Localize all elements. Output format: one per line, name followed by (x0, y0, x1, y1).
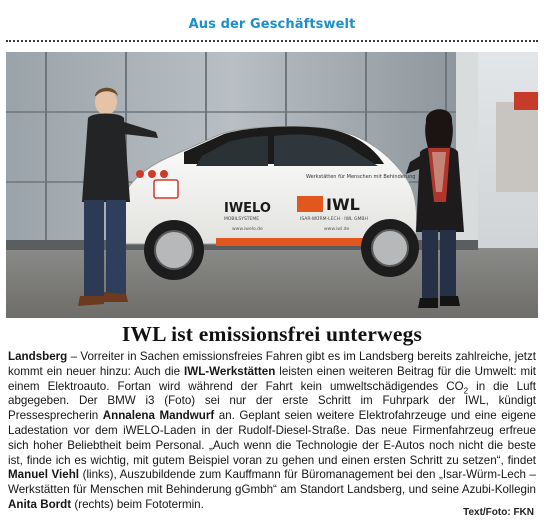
dateline: Landsberg (8, 350, 68, 363)
car-logo-iwl-sub: ISAR-WÜRM-LECH · IWL GMBH (300, 217, 368, 222)
person-name-spokesperson: Annalena Mandwurf (102, 409, 215, 423)
article-photo (6, 52, 538, 318)
section-label: Aus der Geschäftswelt (188, 17, 356, 32)
distant-sign (514, 92, 538, 110)
car-logo-iwl: IWL (326, 195, 360, 214)
car-window-text: Werkstätten für Menschen mit Behinderung (306, 174, 416, 180)
article-headline: IWL ist emissionsfrei unterwegs (121, 322, 423, 346)
car-logo-iwelo-sub: MOBILSYSTEME (224, 217, 260, 222)
org-name: IWL-Werkstätten (184, 364, 276, 378)
car-accent-stripe (216, 238, 386, 246)
article-body: Landsberg – Vorreiter in Sachen emissionsfreies Fahren gibt es im Landsberg bereits zahlreiche, jetzt kommt ein neuer hinzu: Auch die IWL-Werkstätten leisten einen weiteren Beitrag für die Umwelt: mit einem Elektroauto. Fortan wird während der Fahrt kein umweltschädigendes $CO_2$ in die Luft abgegeben. Der BMW i3 (Foto) sei nur der erste Schritt im Fuhrpark der IWL, kündigt Pressesprecherin Annalena Mandwurf an. Geplant seien weitere Elektrofahrzeuge und eine eigene Ladestation vor dem iWELO-Laden in der Rudolf-Diesel-Straße. Das neue Firmenfahrzeug erfreue sich hoher Beliebtheit beim Personal. „Auch wenn die Technologie der E-Autos noch nicht die beste ist, finde ich es wichtig, mit gutem Beispiel voran zu gehen und einen ersten Schritt zu setzen“, findet Manuel Viehl (links), Auszubildende zum Kauffmann für Büromanagement bei den „Isar-Würm-Lech – Werkstätten für Menschen mit Behinderung gGmbh“ am Standort Landsberg, und seine Azubi-Kollegin Anita Bordt (rechts) beim Fototermin. (8, 350, 537, 511)
person-name-left: Manuel Viehl (8, 468, 80, 482)
dotted-divider (6, 40, 538, 42)
person-name-right: Anita Bordt (8, 497, 72, 511)
car-url-left: www.iwelo.de (232, 227, 263, 232)
car-url-right: www.iwl.de (324, 227, 350, 232)
car-logo-iwelo: IWELO (224, 201, 271, 216)
charging-sticker (154, 180, 178, 198)
distant-building (496, 102, 538, 192)
photo-credit: Text/Foto: FKN (463, 507, 534, 518)
iwl-logo-mark (297, 196, 323, 212)
